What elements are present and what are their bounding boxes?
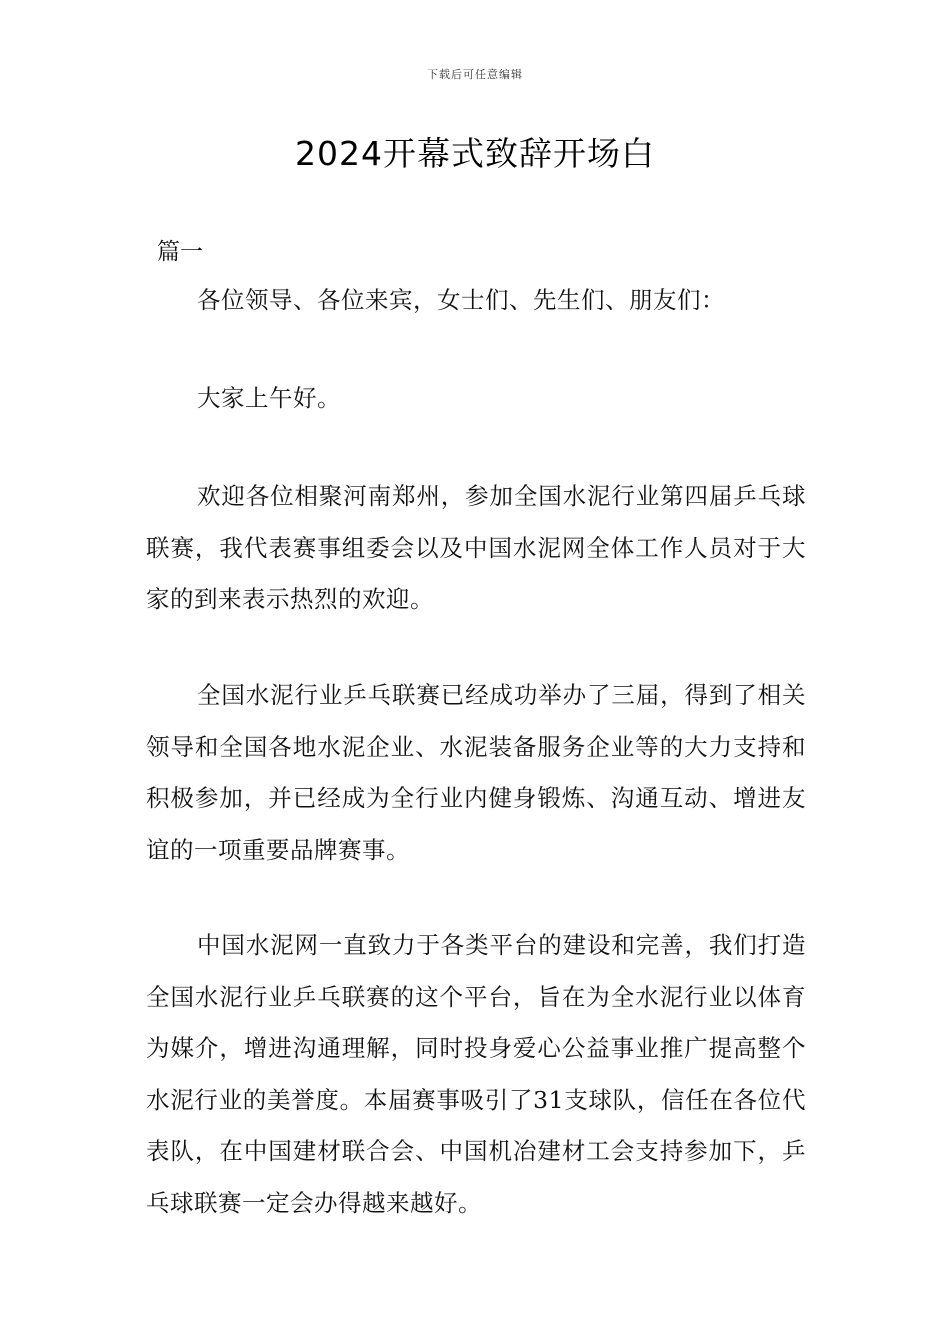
paragraph-good-morning: 大家上午好。: [197, 384, 341, 412]
paragraph-greeting: 各位领导、各位来宾，女士们、先生们、朋友们：: [197, 286, 725, 314]
document-title: 2024开幕式致辞开场白: [295, 134, 655, 173]
paragraph-history: 全国水泥行业乒乓联赛已经成功举办了三届，得到了相关领导和全国各地水泥企业、水泥装备服务企业等的大力支持和积极参加，并已经成为全行业内健身锻炼、沟通互动、增进友谊的一项重要品牌赛事。: [146, 681, 806, 864]
header-note: 下载后可任意编辑: [427, 68, 523, 81]
section-label: 篇一: [157, 239, 203, 265]
paragraph-platform: 中国水泥网一直致力于各类平台的建设和完善，我们打造全国水泥行业乒乓联赛的这个平台，旨在为全水泥行业以体育为媒介，增进沟通理解，同时投身爱心公益事业推广提高整个水泥行业的美誉度。本届赛事吸引了31支球队，信任在各位代表队，在中国建材联合会、中国机冶建材工会支持参加下，乒乓球联赛一定会办得越来越好。: [146, 931, 806, 1217]
paragraph-welcome: 欢迎各位相聚河南郑州，参加全国水泥行业第四届乒乓球联赛，我代表赛事组委会以及中国水泥网全体工作人员对于大家的到来表示热烈的欢迎。: [146, 482, 806, 613]
